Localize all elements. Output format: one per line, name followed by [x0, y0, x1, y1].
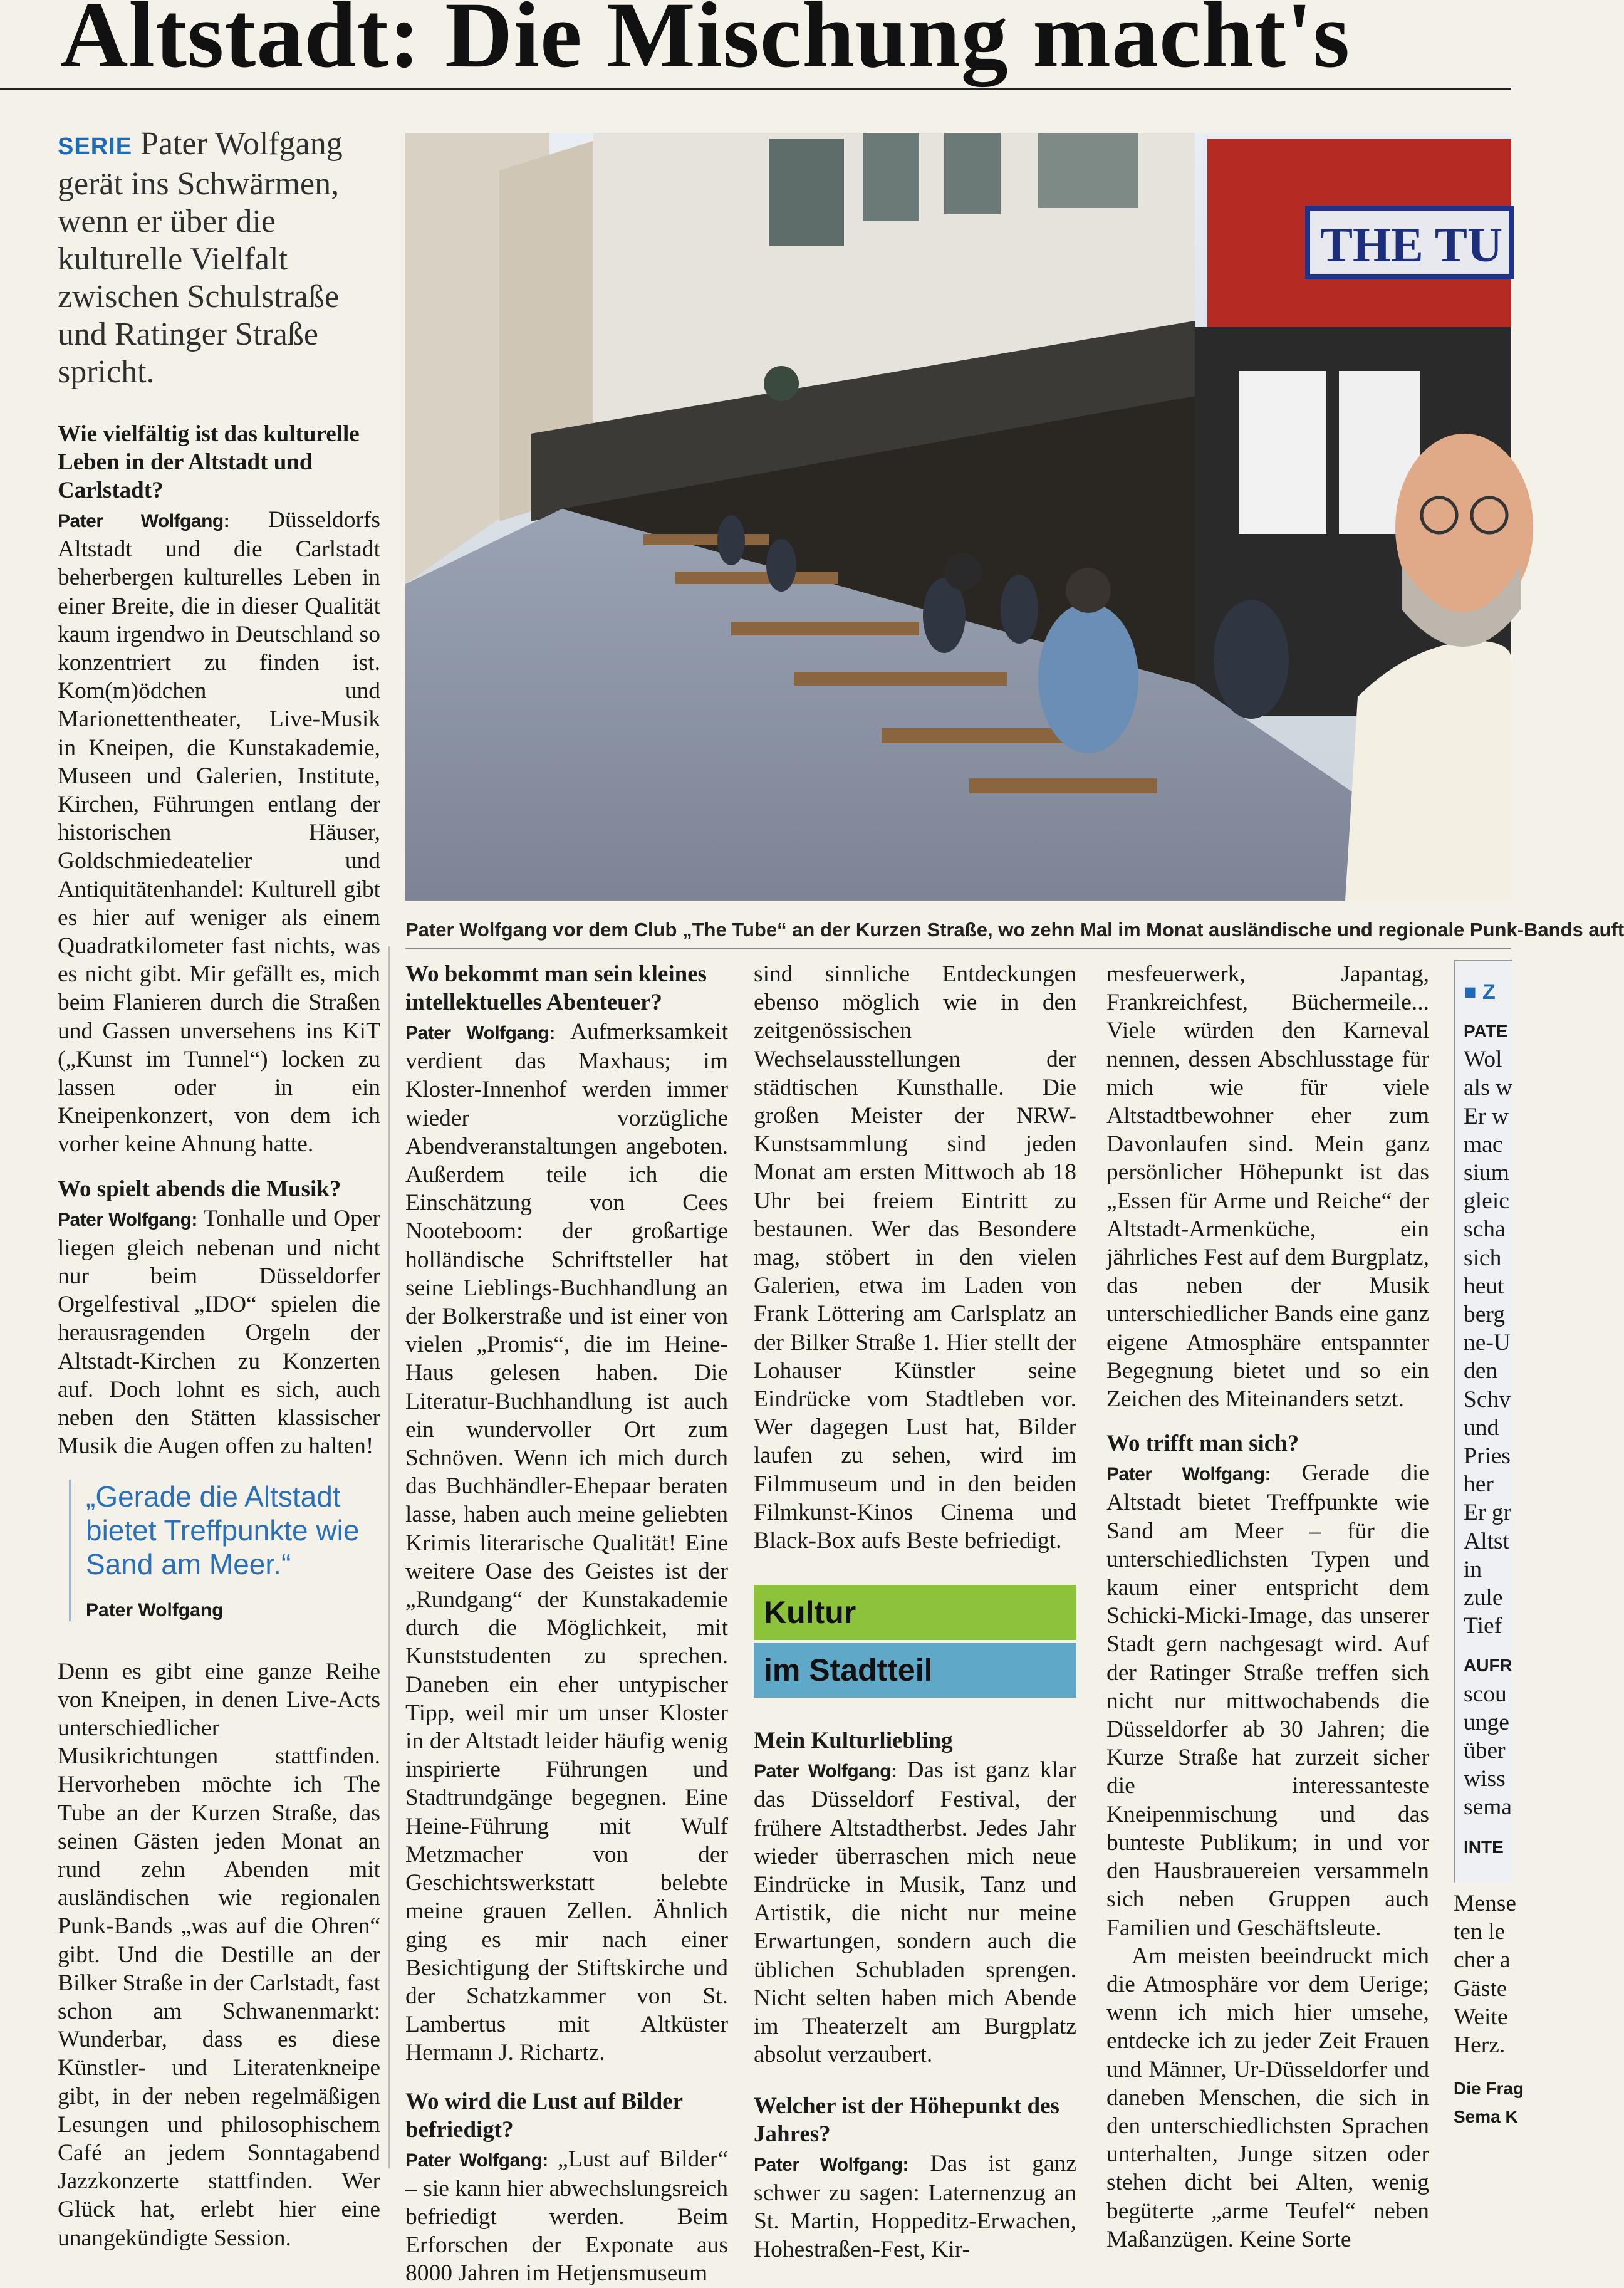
pullquote-source: Pater Wolfgang: [86, 1599, 224, 1621]
answer-adventure: [405, 1018, 728, 2067]
info-box-line: sich: [1464, 1245, 1502, 1271]
column-5-line: Weite: [1454, 2003, 1508, 2030]
column-5-line: Mense: [1454, 1891, 1516, 1916]
info-box-line: Pries: [1464, 1443, 1511, 1470]
answer-kneipen: Denn es gibt eine ganze Reihe von Kneipen, in denen Live-Acts unterschiedlicher Musikrichtungen stattfinden. Hervorheben möchte ich The Tube an der Kurzen Straße, das seinen Gästen jeden Monat an rund zehn Abenden mit ausländischen wie regionalen Punk-Bands „was auf die Ohren“ gibt. Und die Destille an der Bilker Straße in der Carlstadt, fast schon am Schwanenmarkt: Wunderbar, dass es diese Künstler- und Literatenkneipe gibt, in der neben regelmäßigen Lesungen und philosophischem Café an jedem Sonntagabend Jazzkonzerte stattfinden. Wer Glück hat, erlebt hier eine unangekündigte Session.: [58, 1658, 380, 2251]
speaker-label: Pater Wolfgang:: [405, 1023, 555, 1043]
info-box-line: gleic: [1464, 1188, 1509, 1215]
info-box-line: Altst: [1464, 1528, 1509, 1554]
info-box-line: ne-U: [1464, 1330, 1511, 1356]
info-box-line: über: [1464, 1738, 1506, 1764]
column-4: [1106, 960, 1429, 2254]
headline-rule: [0, 88, 1511, 90]
info-box-line: scha: [1464, 1216, 1506, 1243]
column-5-line: Gäste: [1454, 1975, 1507, 2002]
street-photo: [405, 133, 1511, 901]
box-kultur-line2: im Stadtteil: [754, 1643, 1076, 1698]
column-separator: [388, 946, 390, 2168]
answer-favourite: [754, 1756, 1076, 2069]
info-box-line: berg: [1464, 1302, 1505, 1328]
caption-rule: [405, 948, 1511, 949]
photo-caption: Pater Wolfgang vor dem Club „The Tube“ an der Kurzen Straße, wo zehn Mal im Monat ausländische und regionale Punk-Bands auft: [405, 919, 1624, 941]
answer-highlight: [754, 2150, 1076, 2264]
serie-kicker: SERIE: [58, 133, 133, 160]
question-adventure: Wo bekommt man sein kleines intellektuelles Abenteuer?: [405, 961, 707, 1015]
question-music: Wo spielt abends die Musik?: [58, 1176, 341, 1202]
serie-lead: [58, 125, 383, 391]
speaker-label: Pater Wolfgang:: [58, 1209, 197, 1230]
speaker-label: Pater Wolfgang:: [754, 2154, 909, 2175]
info-box-line: und: [1464, 1414, 1499, 1441]
column-5-line: Herz.: [1454, 2032, 1506, 2059]
question-favourite: Mein Kulturliebling: [754, 1728, 953, 1754]
info-box-line: her: [1464, 1471, 1494, 1498]
info-box-line: INTE: [1464, 1837, 1504, 1857]
answer-adventure-text: Aufmerksamkeit verdient das Maxhaus; im Kloster-Innenhof werden immer wieder vorzügliche Abendveranstaltungen angeboten. Außerdem teile ich die Einschätzung von Cees Nooteboom: der großartige holländische Schriftsteller hat seine Lieblings-Buchhandlung an der Bolkerstraße und ist einer von vielen „Promis“, die im Heine-Haus gelesen haben. Die Literatur-Buchhandlung ist auch ein wundervoller Ort zum Schnöven. Wenn ich mich durch das Buchhändler-Ehepaar beraten lasse, haben auch meine geliebten Krimis literarische Qualität! Eine weitere Oase des Geistes ist der „Rundgang“ der Kunstakademie durch die Möglichkeit, mit Kunststudenten zu sprechen. Daneben ein eher untypischer Tipp, weil mir um unser Kloster in der Altstadt leider häufig wenig inspirierte Führungen und Stadtrundgänge begegnen. Eine Heine-Führung mit Wulf Metzmacher von der Geschichtswerkstatt belebte meine grauen Zellen. Ähnlich ging es mir nach einer Besichtigung der Stiftskirche und der Schatzkammer von St. Lambertus mit Altküster Hermann J. Richartz.: [405, 1019, 728, 2066]
info-box-line: Tief: [1464, 1613, 1502, 1639]
speaker-label: Pater Wolfgang:: [405, 2150, 548, 2171]
answer-meeting-text: Gerade die Altstadt bietet Treffpunkte wie Sand am Meer – für die unterschiedlichsten Typen und kaum einer entspricht dem Schicki-Micki-Image, das unserer Stadt gern nachgesagt wird. Auf der Ratinger Straße treffen sich nicht nur mittwochabends die Düsseldorfer ab 30 Jahren; die Kurze Straße hat zurzeit sicher die interessanteste Kneipenmischung und das bunteste Publikum; in und vor den Hausbrauereien versammeln sich neben Gruppen auch Familien und Geschäftsleute.: [1106, 1460, 1429, 1941]
info-box-lines: [1455, 1017, 1512, 1861]
info-box-line: Schv: [1464, 1386, 1511, 1413]
box-kultur: [754, 1585, 1076, 1698]
info-box-line: Er w: [1464, 1103, 1509, 1129]
answer-pictures-text: „Lust auf Bilder“ – sie kann hier abwechslungsreich befriedigt werden. Beim Erforschen der Exponate aus 8000 Jahren im Hetjensmuseum: [405, 2146, 729, 2287]
info-box-line: zule: [1464, 1585, 1503, 1611]
answer-cultural-life-text: Düsseldorfs Altstadt und die Carlstadt beherbergen kulturelles Leben in einer Breite, die in dieser Qualität kaum irgendwo in Deutschland so konzentriert zu finden ist. Kom(m)ödchen und Marionettentheater, Live-Musik in Kneipen, die Kunstakademie, Museen und Galerien, Institute, Kirchen, Führungen entlang der historischen Häuser, Goldschmiedeatelier und Antiquitätenhandel: Kulturell gibt es hier auf weniger als einem Quadratkilometer fast nichts, was es nicht gibt. Mir gefällt es, mich beim Flanieren durch die Straßen und Gassen unversehens ins KiT („Kunst im Tunnel“) locken zu lassen oder in ein Kneipenkonzert, von dem ich vorher keine Ahnung hatte.: [58, 507, 381, 1157]
answer-meeting: [1106, 1459, 1429, 1941]
info-box-line: Er gr: [1464, 1500, 1512, 1526]
info-box-line: PATE: [1464, 1021, 1508, 1041]
info-box-line: sium: [1464, 1160, 1509, 1186]
question-highlight: Welcher ist der Höhepunkt des Jahres?: [754, 2092, 1059, 2147]
column-5-line: ten le: [1454, 1919, 1506, 1945]
column-3: [754, 960, 1076, 2264]
speaker-label: Pater Wolfgang:: [1106, 1464, 1271, 1485]
answer-favourite-text: Das ist ganz klar das Düsseldorf Festival, der frühere Altstadtherbst. Jedes Jahr wieder überraschen mich neue Eindrücke in Musik, Tanz und Artistik, die nicht nur meine Erwartungen, sondern auch die üblichen Schubladen sprengen. Nicht selten haben mich Abende im Theaterzelt am Burgplatz absolut verzaubert.: [754, 1757, 1077, 2068]
info-box-line: mac: [1464, 1131, 1503, 1157]
column-1: [58, 420, 380, 2252]
answer-pictures-continued: sind sinnliche Entdeckungen ebenso möglich wie in den zeitgenössischen Wechselausstellungen der städtischen Kunsthalle. Die großen Meister der NRW-Kunstsammlung sind jeden Monat am ersten Mittwoch ab 18 Uhr bei freiem Eintritt zu bestaunen. Wer das Besondere mag, stöbert in den vielen Galerien, etwa im Laden von Frank Löttering am Carlsplatz an der Bilker Straße 1. Hier stellt der Lohauser Künstler seine Eindrücke vom Stadtleben vor. Wer dagegen Lust hat, Bilder laufen zu sehen, wird im Filmmuseum und in den beiden Filmkunst-Kinos Cinema und Black-Box aufs Beste befriedigt.: [754, 961, 1076, 1554]
info-box-line: scou: [1464, 1681, 1507, 1707]
info-box-line: AUFR: [1464, 1656, 1512, 1676]
pullquote-box: [69, 1480, 380, 1621]
column-5-line: Sema K: [1454, 2107, 1518, 2127]
column-5-line: Die Frag: [1454, 2079, 1524, 2099]
column-5-line: cher a: [1454, 1947, 1511, 1973]
answer-uerige: Am meisten beeindruckt mich die Atmosphäre vor dem Uerige; wenn ich mich hier umsehe, entdecke ich zu jeder Zeit Frauen und Männer, Ur-Düsseldorfer und daneben Menschen, die sich in den unterschiedlichsten Sprachen unterhalten, Junge sitzen oder stehen dicht bei Alten, wenig begüterte „arme Teufel“ neben Maßanzügen. Keine Sorte: [1106, 1943, 1429, 2252]
question-meeting: Wo trifft man sich?: [1106, 1431, 1299, 1457]
info-box-line: den: [1464, 1358, 1498, 1384]
pullquote: „Gerade die Altstadt bietet Treffpunkte wie Sand am Meer.“: [86, 1480, 360, 1580]
column-5-lower: [1454, 1889, 1524, 2131]
info-box-line: als w: [1464, 1075, 1513, 1101]
question-cultural-life: Wie vielfältig ist das kulturelle Leben in der Altstadt und Carlstadt?: [58, 421, 360, 503]
info-box-line: heut: [1464, 1273, 1504, 1299]
info-box-line: unge: [1464, 1709, 1509, 1735]
answer-highlight-continued: mesfeuerwerk, Japantag, Frankreichfest, Büchermeile... Viele würden den Karneval nennen, dessen Abschlusstage für mich wie für viele Altstadtbewohner eher zum Davonlaufen sind. Mein ganz persönlicher Höhepunkt ist das „Essen für Arme und Reiche“ der Altstadt-Armenküche, ein jährliches Fest auf dem Burgplatz, das neben der Musik unterschiedlicher Bands eine ganz eigene Atmosphäre entspannter Begegnung bietet und so ein Zeichen des Miteinanders setzt.: [1106, 961, 1429, 1413]
speaker-label: Pater Wolfgang:: [58, 511, 230, 531]
info-box-line: sema: [1464, 1794, 1512, 1820]
answer-music: [58, 1204, 380, 1461]
answer-pictures: [405, 2145, 728, 2288]
speaker-label: Pater Wolfgang:: [754, 1761, 897, 1782]
the-tube-sign: THE TU: [1320, 217, 1503, 272]
photo: [405, 133, 1511, 901]
answer-highlight-text: Das ist ganz schwer zu sagen: Laternenzug an St. Martin, Hoppeditz-Erwachen, Hohestraßen-Fest, Kir-: [754, 2150, 1076, 2263]
info-box-marker: ■ Z: [1464, 980, 1496, 1004]
info-box-line: wiss: [1464, 1766, 1506, 1792]
column-2: [405, 960, 728, 2288]
headline: Altstadt: Die Mischung macht's: [60, 0, 1351, 87]
info-box: [1454, 960, 1512, 1883]
info-box-line: in: [1464, 1556, 1482, 1582]
box-kultur-line1: Kultur: [754, 1585, 1076, 1640]
answer-music-text: Tonhalle und Oper liegen gleich nebenan und nicht nur beim Düsseldorfer Orgelfestival „IDO“ spielen die herausragenden Orgeln der Altstadt-Kirchen zu Konzerten auf. Doch lohnt es sich, auch neben den Stätten klassischer Musik die Augen offen zu halten!: [58, 1205, 380, 1460]
answer-cultural-life: [58, 506, 380, 1159]
question-pictures: Wo wird die Lust auf Bilder befriedigt?: [405, 2088, 683, 2143]
serie-lead-text: Pater Wolfgang gerät ins Schwärmen, wenn er über die kulturelle Vielfalt zwischen Schulstraße und Ratinger Straße spricht.: [58, 126, 343, 390]
info-box-line: Wol: [1464, 1047, 1502, 1073]
